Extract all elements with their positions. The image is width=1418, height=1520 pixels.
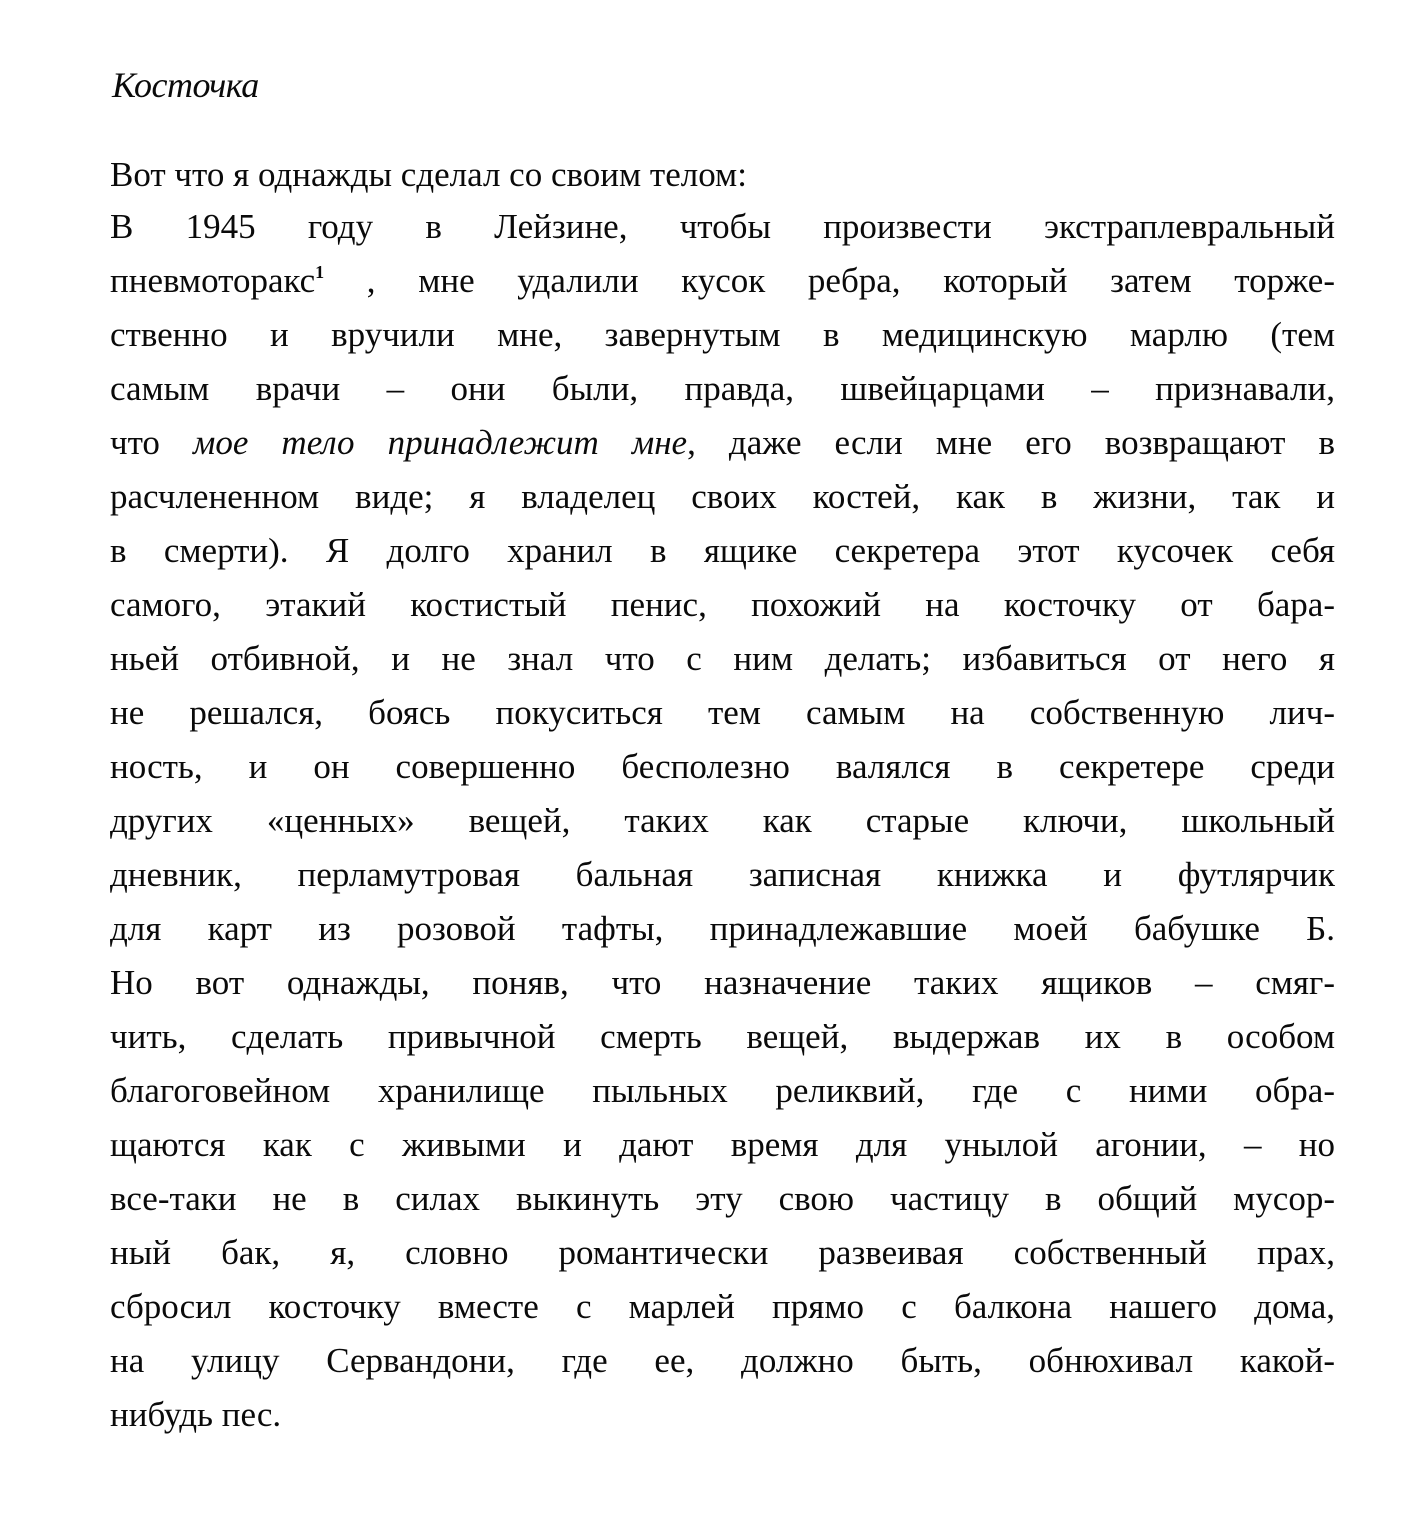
text-line: ньей отбивной, и не знал что с ним делать; избавиться от него я [110, 639, 1335, 678]
text-line-last: нибудь пес. [110, 1395, 282, 1434]
text-line: Но вот однажды, поняв, что назначение таких ящиков – смяг- [110, 963, 1335, 1002]
text-line: ный бак, я, словно романтически развеивая собственный прах, [110, 1233, 1335, 1272]
text-line: в смерти). Я долго хранил в ящике секретера этот кусочек себя [110, 531, 1335, 570]
text-line: благоговейном хранилище пыльных реликвий, где с ними обра- [110, 1071, 1335, 1110]
text-line: сбросил косточку вместе с марлей прямо с балкона нашего дома, [110, 1287, 1335, 1326]
text-fragment: что [110, 423, 193, 462]
footnote-marker[interactable]: 1 [315, 262, 325, 282]
text-line: ственно и вручили мне, завернутым в медицинскую марлю (тем [110, 315, 1335, 354]
text-line [110, 418, 1335, 468]
text-line: на улицу Сервандони, где ее, должно быть, обнюхивал какой- [110, 1341, 1335, 1380]
text-line: не решался, боясь покуситься тем самым на собственную лич- [110, 693, 1335, 732]
text-line: чить, сделать привычной смерть вещей, выдержав их в особом [110, 1017, 1335, 1056]
text-fragment: , мне удалили кусок ребра, который затем торже- [324, 261, 1335, 300]
text-line: дневник, перламутровая бальная записная книжка и футлярчик [110, 855, 1335, 894]
emphasis-text: мое тело принадлежит мне [193, 423, 688, 462]
text-line: самым врачи – они были, правда, швейцарцами – признавали, [110, 369, 1335, 408]
text-line: щаются как с живыми и дают время для унылой агонии, – но [110, 1125, 1335, 1164]
text-line: ность, и он совершенно бесполезно валялся в секретере среди [110, 747, 1335, 786]
text-line: все-таки не в силах выкинуть эту свою частицу в общий мусор- [110, 1179, 1335, 1218]
text-line: В 1945 году в Лейзине, чтобы произвести экстраплевральный [110, 207, 1335, 246]
section-title: Косточка [112, 65, 259, 105]
text-line [110, 256, 1335, 306]
text-line: расчлененном виде; я владелец своих костей, как в жизни, так и [110, 477, 1335, 516]
text-fragment: , даже если мне его возвращают в [687, 423, 1335, 462]
text-fragment: пневмоторакс [110, 261, 316, 300]
intro-line: Вот что я однажды сделал со своим телом: [110, 155, 747, 194]
text-line: для карт из розовой тафты, принадлежавшие моей бабушке Б. [110, 909, 1335, 948]
text-line: других «ценных» вещей, таких как старые ключи, школьный [110, 801, 1335, 840]
text-line: самого, этакий костистый пенис, похожий на косточку от бара- [110, 585, 1335, 624]
